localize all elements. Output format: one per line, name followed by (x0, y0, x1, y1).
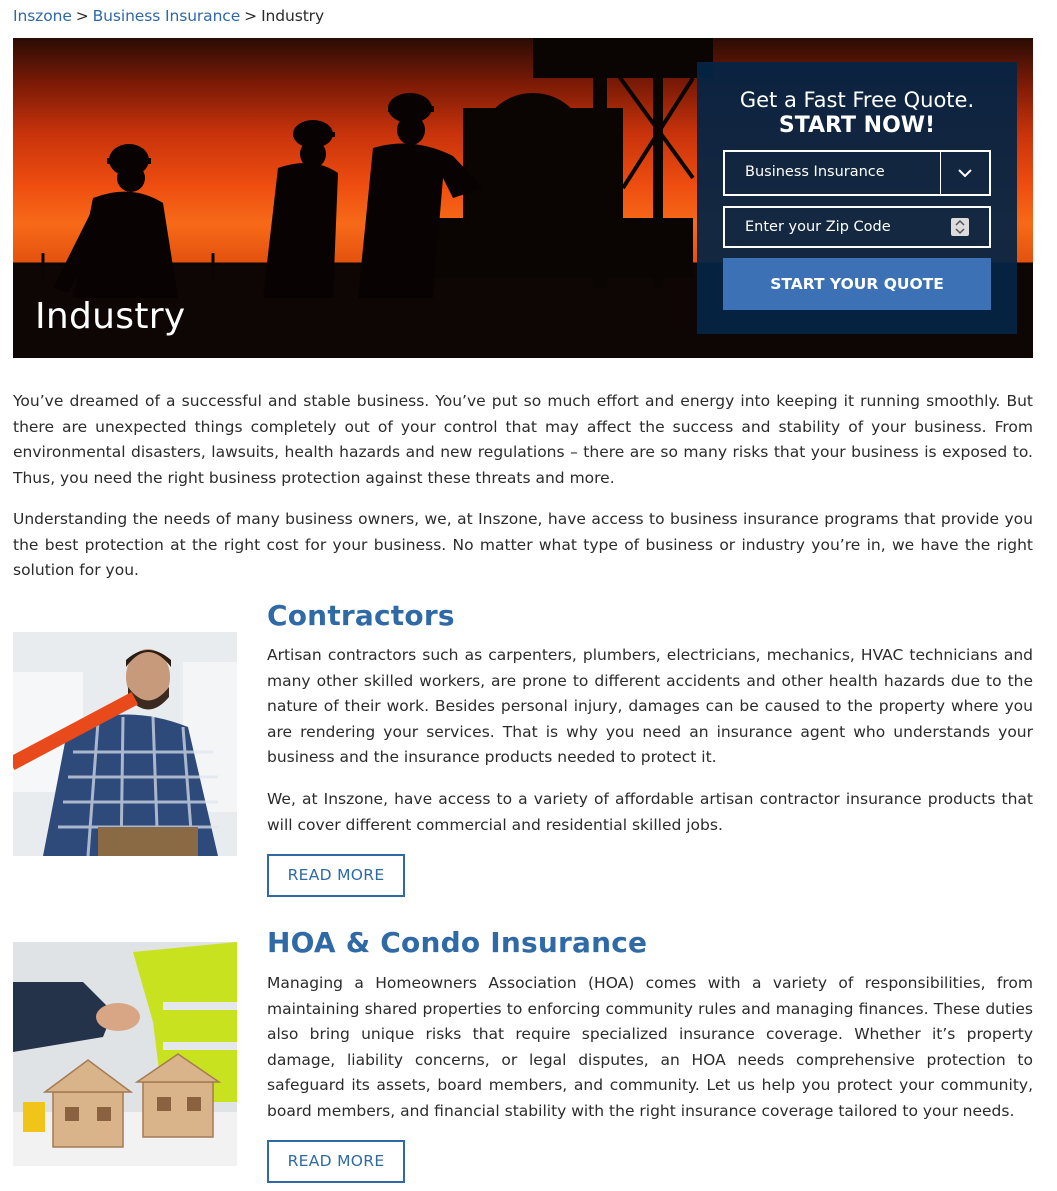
number-spinner-icon[interactable] (951, 218, 969, 236)
insurance-type-select[interactable] (723, 150, 991, 196)
quote-form-heading: Get a Fast Free Quote. (739, 88, 975, 112)
hoa-handshake-model-houses-illustration (13, 942, 237, 1166)
breadcrumb-separator: > (244, 7, 258, 25)
insurance-type-selected-value: Business Insurance (745, 164, 885, 180)
hero-banner (13, 38, 1033, 358)
hoa-condo-paragraph-1: Managing a Homeowners Association (HOA) comes with a variety of responsibilities, from maintaining shared properties to enforcing community rules and managing finances. These duties also bring unique risks that require specialized insurance coverage. Whether it’s property damage, liability concerns, or legal disputes, an HOA needs comprehensive protection to safeguard its assets, board members, and community. Let us help you protect your community, board members, and financial stability with the right insurance coverage tailored to your needs. (267, 974, 1033, 1120)
quote-form-subheading: START NOW! (778, 113, 936, 138)
hoa-condo-heading: HOA & Condo Insurance (267, 926, 648, 959)
zip-code-input[interactable] (725, 208, 989, 246)
hoa-condo-image (13, 942, 237, 1166)
intro-paragraph-2: Understanding the needs of many business owners, we, at Inszone, have access to business insurance programs that provide you the best protection at the right cost for your business. No matter what type of business or industry you’re in, we have the right solution for you. (13, 510, 1033, 580)
chevron-down-icon (957, 165, 973, 181)
intro-paragraph-1: You’ve dreamed of a successful and stable business. You’ve put so much effort and energy into keeping it running smoothly. But there are unexpected things completely out of your control that may affect the success and stability of your business. From environmental disasters, lawsuits, health hazards and new regulations – there are so many risks that your business is exposed to. Thus, you need the right business protection against these threats and more. (13, 392, 1033, 487)
contractors-heading: Contractors (267, 599, 455, 632)
contractor-image (13, 632, 237, 856)
breadcrumb-home-link[interactable]: Inszone (13, 7, 72, 25)
breadcrumb-separator: > (75, 7, 89, 25)
breadcrumb (13, 6, 324, 26)
hoa-condo-read-more-button[interactable]: READ MORE (267, 1140, 405, 1183)
contractors-read-more-button[interactable]: READ MORE (267, 854, 405, 897)
hero-title: Industry (35, 296, 186, 337)
breadcrumb-business-insurance-link[interactable]: Business Insurance (92, 7, 241, 25)
quote-form-panel (697, 62, 1017, 334)
contractors-paragraph-1: Artisan contractors such as carpenters, plumbers, electricians, mechanics, HVAC technicians and many other skilled workers, are prone to different accidents and other health hazards due to the nature of their work. Besides personal injury, damages can be caused to the property where you are rendering your services. That is why you need an insurance agent who understands your business and the insurance products needed to protect it. (267, 646, 1033, 767)
start-quote-button[interactable]: START YOUR QUOTE (723, 258, 991, 310)
contractors-paragraph-2: We, at Inszone, have access to a variety of affordable artisan contractor insurance products that will cover different commercial and residential skilled jobs. (267, 790, 1033, 834)
breadcrumb-current: Industry (261, 7, 325, 25)
contractor-photo-illustration (13, 632, 237, 856)
zip-code-field[interactable] (723, 206, 991, 248)
select-divider (940, 152, 941, 194)
